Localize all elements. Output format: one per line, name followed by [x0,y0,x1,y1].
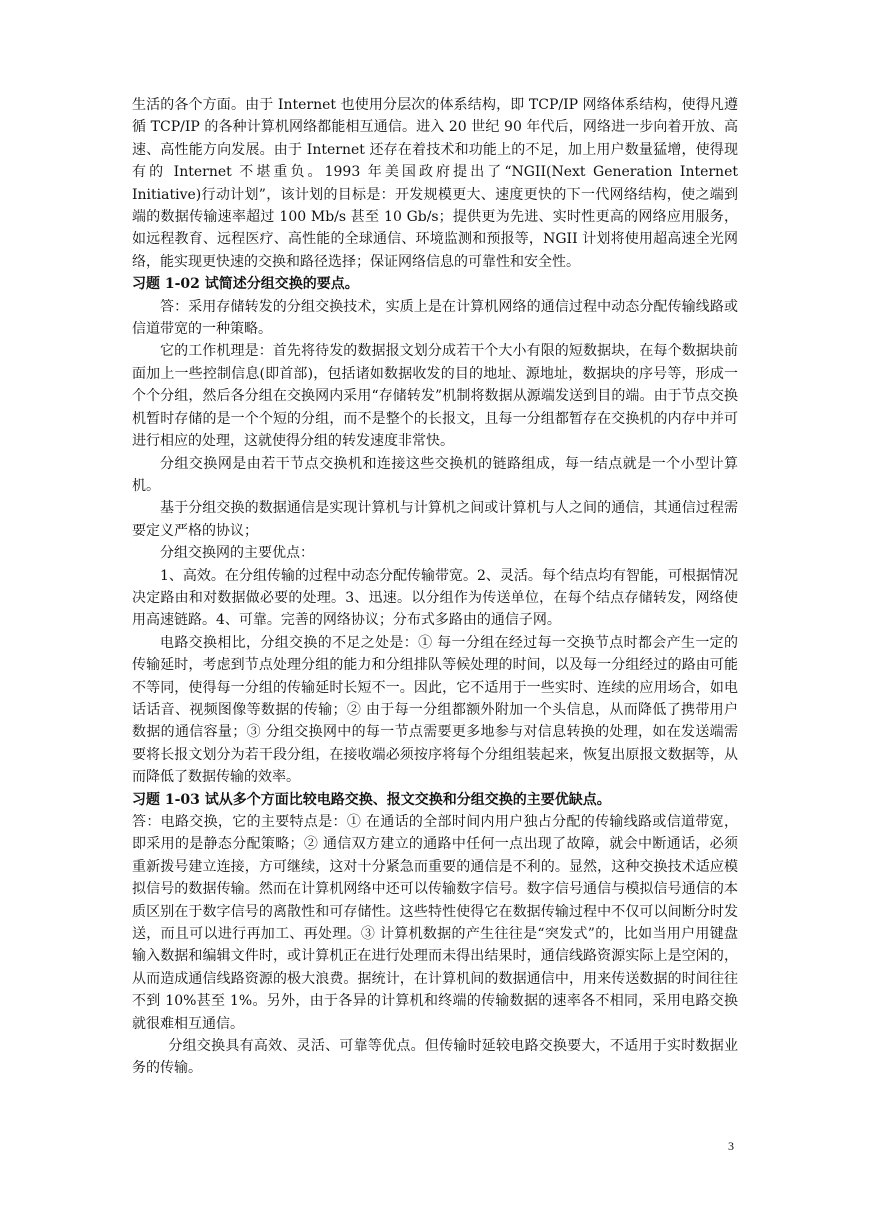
disadvantages-paragraph: 电路交换相比，分组交换的不足之处是：① 每一分组在经过每一交换节点时都会产生一定的传输延时，考虑到节点处理分组的能力和分组排队等候处理的时间，以及每一分组经过的路由可能不等同，使得每一分组的传输延时长短不一。因此，它不适用于一些实时、连续的应用场合，如电话话音、视频图像等数据的传输；② 由于每一分组都额外附加一个头信息，从而降低了携带用户数据的通信容量；③ 分组交换网中的每一节点需要更多地参与对信息转换的处理，如在发送端需要将长报文划分为若干段分组，在接收端必须按序将每个分组组装起来，恢复出原报文数据等，从而降低了数据传输的效率。 [132,634,738,786]
paragraph-internet-history: 生活的各个方面。由于 Internet 也使用分层次的体系结构，即 TCP/IP 网络体系结构，使得凡遵循 TCP/IP 的各种计算机网络都能相互通信。进入 20 世纪 90 年代后，网络进一步向着开放、高速、高性能方向发展。由于 Internet 还存在着技术和功能上的不足，加上用户数量猛增，使得现有的 Internet 不堪重负。1993 年美国政府提出了“NGII(Next Generation Internet Initiative)行动计划”，该计划的目标是：开发规模更大、速度更快的下一代网络结构，使之端到端的数据传输速率超过 100 Mb/s 甚至 10 Gb/s；提供更为先进、实时性更高的网络应用服务，如远程教育、远程医疗、高性能的全球通信、环境监测和预报等，NGII 计划将使用超高速全光网络，能实现更快速的交换和路径选择；保证网络信息的可靠性和安全性。 [132,97,738,270]
document-body [132,94,738,1080]
exercise-heading-1-03: 习题 1-03 试从多个方面比较电路交换、报文交换和分组交换的主要优缺点。 [132,791,611,808]
network-composition-paragraph: 分组交换网是由若干节点交换机和连接这些交换机的链路组成，每一结点就是一个小型计算机。 [132,455,738,494]
answer-paragraph: 答：采用存储转发的分组交换技术，实质上是在计算机网络的通信过程中动态分配传输线路或信道带宽的一种策略。 [132,298,738,338]
protocol-paragraph: 基于分组交换的数据通信是实现计算机与计算机之间或计算机与人之间的通信，其通信过程需要定义严格的协议； [132,500,738,539]
exercise-heading-1-02: 习题 1-02 试简述分组交换的要点。 [132,276,359,293]
mechanism-paragraph: 它的工作机理是：首先将待发的数据报文划分成若干个大小有限的短数据块，在每个数据块前面加上一些控制信息(即首部)，包括诸如数据收发的目的地址、源地址，数据块的序号等，形成一个个分组，然后各分组在交换网内采用“存储转发”机制将数据从源端发送到目的端。由于节点交换机暂时存储的是一个个短的分组，而不是整个的长报文，且每一分组都暂存在交换机的内存中并可进行相应的处理，这就使得分组的转发速度非常快。 [132,343,738,450]
packet-switching-summary-paragraph: 分组交换具有高效、灵活、可靠等优点。但传输时延较电路交换要大，不适用于实时数据业务的传输。 [132,1038,738,1077]
advantages-heading: 分组交换网的主要优点： [160,545,314,562]
page-number: 3 [728,1139,734,1153]
advantages-list-paragraph: 1、高效。在分组传输的过程中动态分配传输带宽。2、灵活。每个结点均有智能，可根据情况决定路由和对数据做必要的处理。3、迅速。以分组作为传送单位，在每个结点存储转发，网络使用高速链路。4、可靠。完善的网络协议；分布式多路由的通信子网。 [132,567,738,629]
circuit-switching-answer-paragraph: 答：电路交换，它的主要特点是：① 在通话的全部时间内用户独占分配的传输线路或信道带宽，即采用的是静态分配策略；② 通信双方建立的通路中任何一点出现了故障，就会中断通话，必须重新拨号建立连接，方可继续，这对十分紧急而重要的通信是不利的。显然，这种交换技术适应模拟信号的数据传输。然而在计算机网络中还可以传输数字信号。数字信号通信与模拟信号通信的本质区别在于数字信号的离散性和可存储性。这些特性使得它在数据传输过程中不仅可以间断分时发送，而且可以进行再加工、再处理。③ 计算机数据的产生往往是“突发式”的，比如当用户用键盘输入数据和编辑文件时，或计算机正在进行处理而未得出结果时，通信线路资源实际上是空闲的，从而造成通信线路资源的极大浪费。据统计，在计算机间的数据通信中，用来传送数据的时间往往不到 10%甚至 1%。另外，由于各异的计算机和终端的传输数据的速率各不相同，采用电路交换就很难相互通信。 [132,814,738,1032]
